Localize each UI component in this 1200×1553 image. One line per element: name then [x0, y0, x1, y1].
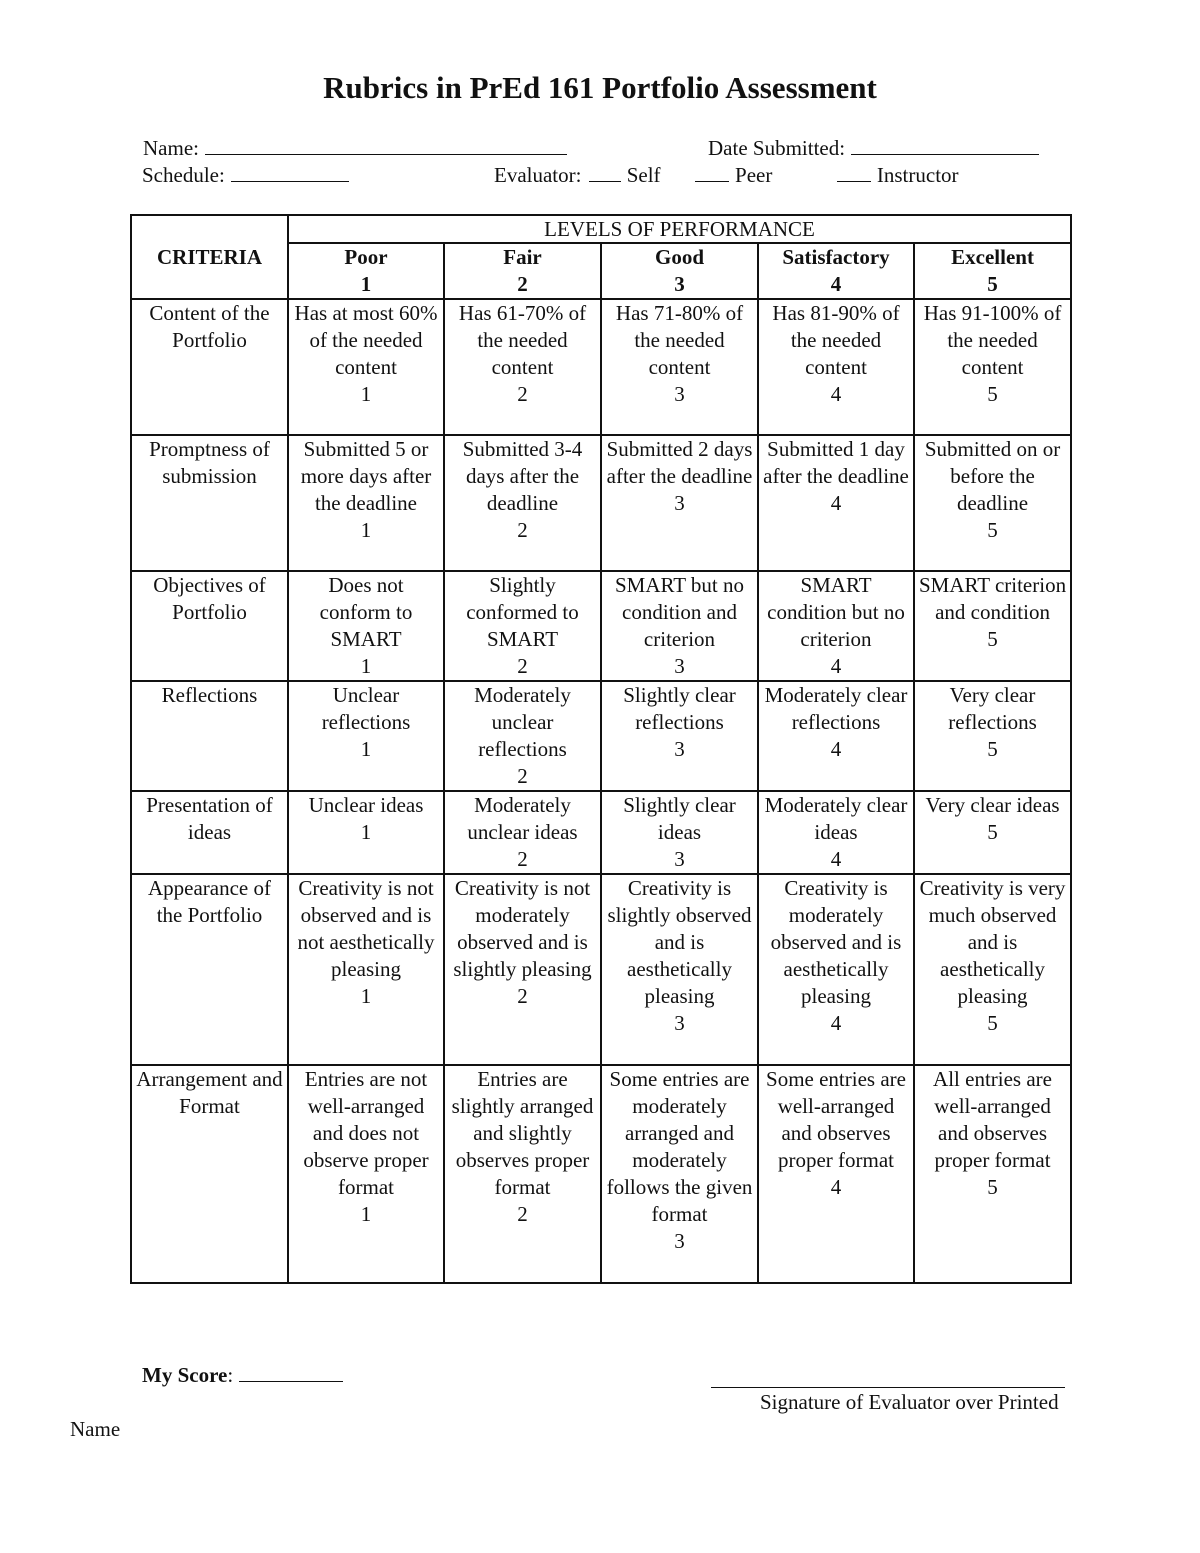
self-blank[interactable]: [589, 163, 621, 182]
rubric-table: [130, 214, 1072, 1284]
rating-cell: SMART but no condition and criterion 3: [601, 571, 758, 681]
rating-cell: Has 81-90% of the needed content 4: [758, 299, 914, 435]
level-header-poor: Poor 1: [288, 243, 444, 299]
my-score-blank[interactable]: [239, 1363, 343, 1382]
row-arrangement: [131, 1065, 1071, 1283]
rating-cell: Moderately unclear ideas 2: [444, 791, 601, 874]
instructor-label: Instructor: [876, 163, 959, 187]
rating-cell: Some entries are moderately arranged and moderately follows the given format 3: [601, 1065, 758, 1283]
criterion-cell: Content of the Portfolio: [131, 299, 288, 435]
signature-caption: Signature of Evaluator over Printed: [760, 1390, 1059, 1414]
row-reflections: [131, 681, 1071, 791]
name-label: Name:: [143, 136, 199, 160]
rating-cell: Submitted 1 day after the deadline 4: [758, 435, 914, 571]
rating-cell: Moderately clear reflections 4: [758, 681, 914, 791]
criterion-cell: Arrangement and Format: [131, 1065, 288, 1283]
rating-cell: Slightly conformed to SMART 2: [444, 571, 601, 681]
rating-cell: Submitted 2 days after the deadline 3: [601, 435, 758, 571]
criterion-cell: Appearance of the Portfolio: [131, 874, 288, 1065]
level-header-fair: Fair 2: [444, 243, 601, 299]
level-header-satisfactory: Satisfactory 4: [758, 243, 914, 299]
rating-cell: Moderately clear ideas 4: [758, 791, 914, 874]
rating-cell: Has 61-70% of the needed content 2: [444, 299, 601, 435]
date-field-row: [708, 136, 1039, 161]
rating-cell: All entries are well-arranged and observes proper format 5: [914, 1065, 1071, 1283]
level-header-excellent: Excellent 5: [914, 243, 1071, 299]
row-objectives: [131, 571, 1071, 681]
level-header-good: Good 3: [601, 243, 758, 299]
schedule-blank[interactable]: [231, 163, 349, 182]
my-score-row: My Score:: [142, 1363, 343, 1388]
rating-cell: Creativity is moderately observed and is aesthetically pleasing 4: [758, 874, 914, 1065]
rating-cell: Slightly clear ideas 3: [601, 791, 758, 874]
rating-cell: Entries are slightly arranged and slightly observes proper format 2: [444, 1065, 601, 1283]
rating-cell: Creativity is very much observed and is aesthetically pleasing 5: [914, 874, 1071, 1065]
rating-cell: SMART criterion and condition 5: [914, 571, 1071, 681]
self-label: Self: [626, 163, 661, 187]
schedule-label: Schedule:: [142, 163, 225, 187]
evaluator-field-row: [494, 163, 959, 188]
rating-cell: Some entries are well-arranged and observes proper format 4: [758, 1065, 914, 1283]
rating-cell: Entries are not well-arranged and does not observe proper format 1: [288, 1065, 444, 1283]
rating-cell: Creativity is slightly observed and is aesthetically pleasing 3: [601, 874, 758, 1065]
criterion-cell: Reflections: [131, 681, 288, 791]
row-promptness: [131, 435, 1071, 571]
rating-cell: Submitted 3-4 days after the deadline 2: [444, 435, 601, 571]
rating-cell: SMART condition but no criterion 4: [758, 571, 914, 681]
row-content: [131, 299, 1071, 435]
levels-of-performance-header: LEVELS OF PERFORMANCE: [288, 215, 1071, 243]
rating-cell: Moderately unclear reflections 2: [444, 681, 601, 791]
rating-cell: Has 91-100% of the needed content 5: [914, 299, 1071, 435]
instructor-blank[interactable]: [837, 163, 871, 182]
rating-cell: Does not conform to SMART 1: [288, 571, 444, 681]
my-score-label: My Score: [142, 1363, 228, 1387]
peer-blank[interactable]: [695, 163, 729, 182]
rating-cell: Very clear ideas 5: [914, 791, 1071, 874]
criterion-cell: Presentation of ideas: [131, 791, 288, 874]
name-field-row: [143, 136, 567, 161]
rating-cell: Has at most 60% of the needed content 1: [288, 299, 444, 435]
date-submitted-blank[interactable]: [851, 136, 1039, 155]
name-blank[interactable]: [205, 136, 567, 155]
rating-cell: Unclear ideas 1: [288, 791, 444, 874]
rating-cell: Submitted on or before the deadline 5: [914, 435, 1071, 571]
signature-caption-continued: Name: [70, 1417, 121, 1441]
rating-cell: Unclear reflections 1: [288, 681, 444, 791]
criterion-cell: Promptness of submission: [131, 435, 288, 571]
date-submitted-label: Date Submitted:: [708, 136, 846, 160]
criteria-header: CRITERIA: [131, 215, 288, 299]
rating-cell: Creativity is not observed and is not aesthetically pleasing 1: [288, 874, 444, 1065]
rating-cell: Has 71-80% of the needed content 3: [601, 299, 758, 435]
row-presentation: [131, 791, 1071, 874]
rating-cell: Very clear reflections 5: [914, 681, 1071, 791]
criterion-cell: Objectives of Portfolio: [131, 571, 288, 681]
evaluator-label: Evaluator:: [494, 163, 582, 187]
page-title: Rubrics in PrEd 161 Portfolio Assessment: [323, 70, 877, 105]
rating-cell: Submitted 5 or more days after the deadline 1: [288, 435, 444, 571]
row-appearance: [131, 874, 1071, 1065]
signature-line[interactable]: [711, 1387, 1065, 1388]
rating-cell: Creativity is not moderately observed and is slightly pleasing 2: [444, 874, 601, 1065]
peer-label: Peer: [735, 163, 773, 187]
rating-cell: Slightly clear reflections 3: [601, 681, 758, 791]
schedule-field-row: [142, 163, 349, 188]
